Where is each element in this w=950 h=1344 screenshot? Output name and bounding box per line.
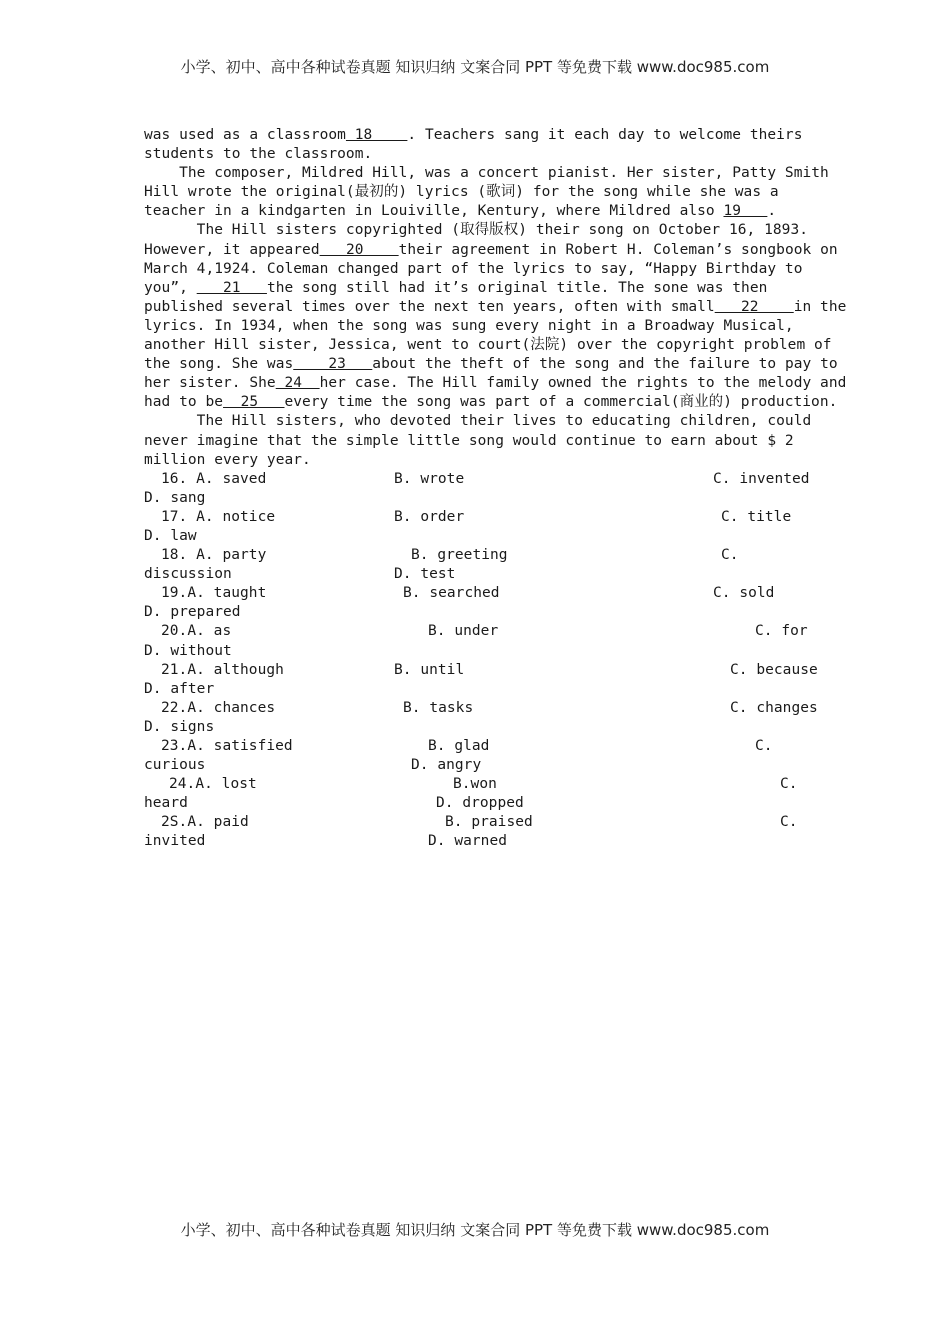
passage-text: her sister. She [144, 375, 276, 392]
answer-blank: 24 [275, 375, 320, 392]
option-a: 17. A. notice [161, 508, 276, 525]
passage-line [144, 241, 838, 260]
option-d: D. signs [144, 718, 215, 735]
question-list [144, 470, 820, 852]
passage-text: March 4,1924. Coleman changed part of the lyrics to say, “Happy Birthday to [144, 260, 803, 277]
passage-line [144, 412, 820, 431]
option-b: B. tasks [403, 699, 474, 716]
option-b: B. under [428, 623, 499, 640]
passage-line [144, 202, 820, 221]
passage-text: students to the classroom. [144, 146, 373, 163]
question-item [144, 775, 820, 813]
option-b: B. greeting [411, 547, 508, 564]
question-item [144, 470, 820, 508]
option-c: C. title [721, 508, 792, 525]
option-a: 21.A. although [161, 661, 284, 678]
option-b: B. searched [403, 585, 500, 602]
question-item [144, 813, 820, 851]
question-item [144, 737, 820, 775]
option-d: D. prepared [144, 604, 241, 621]
option-a: 24.A. lost [169, 776, 257, 793]
option-d: D. law [144, 527, 197, 544]
option-a: 20.A. as [161, 623, 232, 640]
option-b: B.won [453, 776, 497, 793]
option-d: D. without [144, 642, 232, 659]
passage-line [144, 374, 847, 393]
passage-text: teacher in a kindgarten in Louiville, Kentury, where Mildred also [144, 203, 724, 220]
answer-blank: 21 [196, 279, 267, 296]
passage-text: had to be [144, 394, 224, 411]
option-a: 2S.A. paid [161, 814, 249, 831]
question-item [144, 661, 820, 699]
passage-text: However, it appeared [144, 241, 320, 258]
passage-line [144, 279, 820, 298]
document-body [144, 126, 847, 852]
option-d: D. warned [428, 833, 508, 850]
option-d: D. after [144, 680, 215, 697]
option-c: C. [780, 814, 798, 831]
option-c: C. [780, 776, 798, 793]
passage-text: the song still had it’s original title. The sone was then [266, 279, 768, 296]
passage-line [144, 451, 820, 470]
option-a: 16. A. saved [161, 470, 267, 487]
passage-text: another Hill sister, Jessica, went to court(法院) over the copyright problem of [144, 337, 832, 354]
passage-text: their agreement in Robert H. Coleman’s songbook on [398, 241, 838, 258]
passage-text: The Hill sisters copyrighted (取得版权) their song on October 16, 1893. [144, 222, 809, 239]
option-c: C. [721, 547, 739, 564]
passage-line [144, 183, 820, 202]
passage-text: never imagine that the simple little song would continue to earn about $ 2 [144, 432, 794, 449]
option-b: B. glad [428, 738, 490, 754]
passage-text: . [767, 203, 777, 220]
passage-text: Hill wrote the original(最初的) lyrics (歌词) for the song while she was a [144, 184, 779, 201]
question-item [144, 546, 820, 584]
question-item [144, 699, 820, 737]
passage-text: about the theft of the song and the failure to pay to [372, 356, 838, 373]
option-c-wrap: invited [144, 833, 206, 850]
option-b: B. order [394, 508, 465, 525]
passage-line [144, 336, 832, 355]
passage-line [144, 221, 820, 240]
passage-text: the song. She was [144, 356, 294, 373]
passage-line [144, 145, 820, 164]
option-d: D. angry [411, 757, 482, 774]
page-footer: 小学、初中、高中各种试卷真题 知识归纳 文案合同 PPT 等免费下载 www.doc985.com [180, 1221, 770, 1239]
question-item [144, 508, 820, 546]
passage-line [144, 432, 820, 451]
option-c-wrap: discussion [144, 566, 232, 583]
passage-line [144, 393, 838, 412]
answer-blank: 19 [723, 203, 768, 220]
answer-blank: 22 [714, 298, 794, 315]
passage-text: lyrics. In 1934, when the song was sung every night in a Broadway Musical, [144, 317, 794, 334]
passage-text: published several times over the next ten years, often with small [144, 298, 715, 315]
question-item [144, 584, 820, 622]
passage-text: was used as a classroom [144, 127, 346, 143]
option-a: 22.A. chances [161, 699, 276, 716]
page-header: 小学、初中、高中各种试卷真题 知识归纳 文案合同 PPT 等免费下载 www.doc985.com [180, 58, 770, 76]
option-c: C. because [730, 661, 818, 678]
passage-line [144, 164, 829, 183]
option-b: B. praised [445, 814, 533, 831]
option-c: C. changes [730, 699, 818, 716]
option-d: D. dropped [436, 795, 524, 812]
passage-line [144, 355, 838, 374]
answer-blank: 20 [319, 241, 399, 258]
passage-text: her case. The Hill family owned the rights to the melody and [319, 375, 847, 392]
option-b: B. wrote [394, 470, 465, 487]
option-c: C. invented [713, 470, 810, 487]
passage-text: in the [793, 298, 847, 315]
passage-text: The Hill sisters, who devoted their lives to educating children, could [144, 413, 812, 430]
passage-text: every time the song was part of a commercial(商业的) production. [284, 394, 838, 411]
option-d: D. test [394, 566, 456, 583]
answer-blank: 23 [293, 356, 373, 373]
option-a: 18. A. party [161, 547, 267, 564]
passage-text: you”, [144, 279, 197, 296]
passage [144, 126, 847, 470]
question-item [144, 622, 820, 660]
passage-line [144, 260, 820, 279]
passage-line [144, 317, 820, 336]
option-c-wrap: curious [144, 757, 206, 774]
passage-line [144, 298, 847, 317]
passage-text: million every year. [144, 451, 311, 468]
option-c-wrap: heard [144, 795, 188, 812]
option-c: C. sold [713, 585, 775, 602]
passage-line [144, 126, 820, 145]
answer-blank: 25 [223, 394, 285, 411]
option-a: 23.A. satisfied [161, 738, 293, 754]
passage-text: . Teachers sang it each day to welcome theirs [407, 127, 803, 143]
answer-blank: 18 [345, 127, 408, 143]
option-b: B. until [394, 661, 465, 678]
option-a: 19.A. taught [161, 585, 267, 602]
option-c: C. for [755, 623, 808, 640]
passage-text: The composer, Mildred Hill, was a concert pianist. Her sister, Patty Smith [144, 165, 829, 182]
option-d: D. sang [144, 489, 206, 506]
option-c: C. [755, 738, 773, 754]
